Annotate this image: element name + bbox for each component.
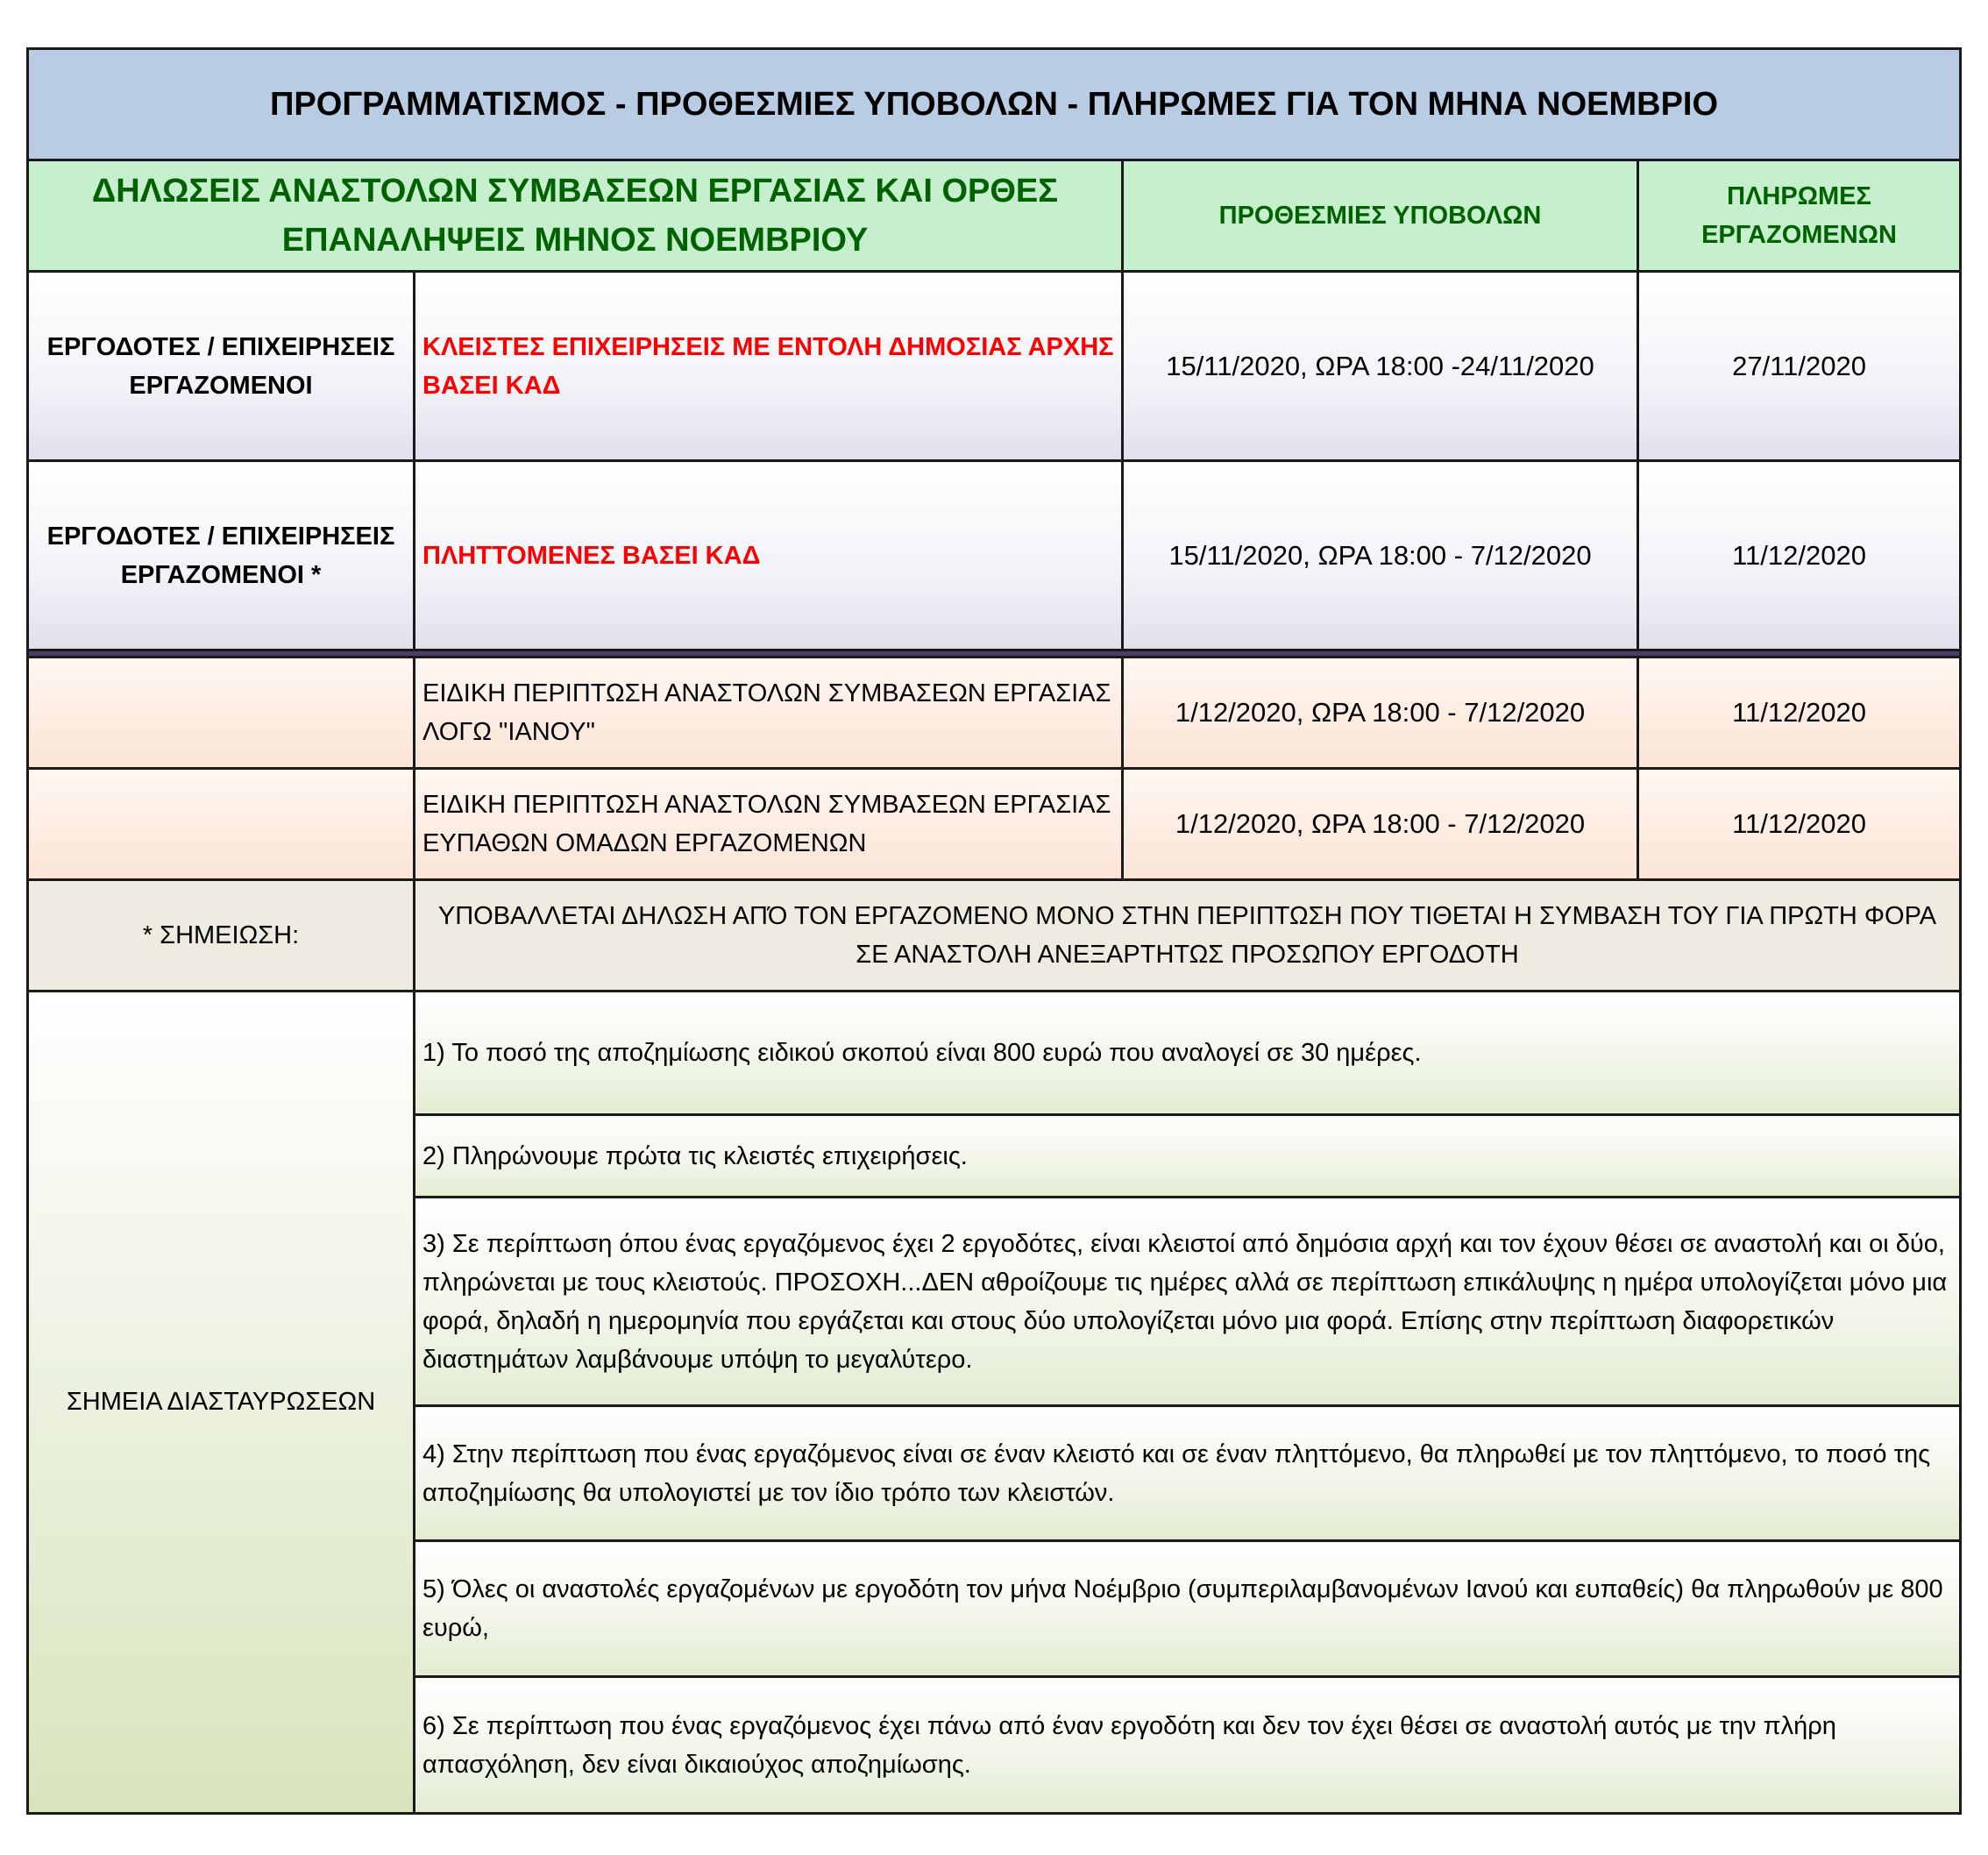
crosscheck-point: 6) Σε περίπτωση που ένας εργαζόμενος έχει πάνω από έναν εργοδότη και δεν τον έχει θέσει σε αναστολή αυτός με την πλήρη απασχόληση, δεν είναι δικαιούχος αποζημίωσης. [415,1677,1961,1814]
crosscheck-point: 3) Σε περίπτωση όπου ένας εργαζόμενος έχει 2 εργοδότες, είναι κλειστοί από δημόσια αρχή και τον έχουν θέσει σε αναστολή και οι δύο, πληρώνεται με τους κλειστούς. ΠΡΟΣΟΧΗ...ΔΕΝ αθροίζουμε τις ημέρες αλλά σε περίπτωση επικάλυψης η ημέρα υπολογίζεται μόνο μια φορά, δηλαδή η ημερομηνία που εργάζεται και στους δύο υπολογίζεται μόνο μια φορά. Επίσης στην περίπτωση διαφορετικών διαστημάτων λαμβάνουμε υπόψη το μεγαλύτερο. [415,1198,1961,1406]
special-deadline: 1/12/2020, ΩΡΑ 18:00 - 7/12/2020 [1123,657,1638,769]
row-deadline: 15/11/2020, ΩΡΑ 18:00 -24/11/2020 [1123,272,1638,461]
crosscheck-point: 5) Όλες οι αναστολές εργαζομένων με εργοδότη τον μήνα Νοέμβριο (συμπεριλαμβανομένων Ιανού και ευπαθείς) θα πληρωθούν με 800 ευρώ, [415,1541,1961,1677]
note-text: ΥΠΟΒΑΛΛΕΤΑΙ ΔΗΛΩΣΗ ΑΠΌ ΤΟΝ ΕΡΓΑΖΟΜΕΝΟ ΜΟΝΟ ΣΤΗΝ ΠΕΡΙΠΤΩΣΗ ΠΟΥ ΤΙΘΕΤΑΙ Η ΣΥΜΒΑΣΗ ΤΟΥ ΓΙΑ ΠΡΩΤΗ ΦΟΡΑ ΣΕ ΑΝΑΣΤΟΛΗ ΑΝΕΞΑΡΤΗΤΩΣ ΠΡΟΣΩΠΟΥ ΕΡΓΟΔΟΤΗ [415,880,1961,991]
note-label: * ΣΗΜΕΙΩΣΗ: [28,880,415,991]
header-deadlines: ΠΡΟΘΕΣΜΙΕΣ ΥΠΟΒΟΛΩΝ [1123,160,1638,272]
table-row [28,272,1961,461]
row-category: ΚΛΕΙΣΤΕΣ ΕΠΙΧΕΙΡΗΣΕΙΣ ΜΕ ΕΝΤΟΛΗ ΔΗΜΟΣΙΑΣ ΑΡΧΗΣ ΒΑΣΕΙ ΚΑΔ [415,272,1123,461]
special-row [28,657,1961,769]
crosscheck-row [28,991,1961,1115]
header-row [28,160,1961,272]
special-payment: 11/12/2020 [1638,769,1961,880]
special-row [28,769,1961,880]
title-row [28,49,1961,160]
schedule-table [26,47,1962,1815]
crosscheck-label: ΣΗΜΕΙΑ ΔΙΑΣΤΑΥΡΩΣΕΩΝ [28,991,415,1814]
row-who: ΕΡΓΟΔΟΤΕΣ / ΕΠΙΧΕΙΡΗΣΕΙΣ ΕΡΓΑΖΟΜΕΝΟΙ * [28,461,415,650]
crosscheck-point: 4) Στην περίπτωση που ένας εργαζόμενος είναι σε έναν κλειστό και σε έναν πληττόμενο, θα πληρωθεί με τον πληττόμενο, το ποσό της αποζημίωσης θα υπολογιστεί με τον ίδιο τρόπο των κλειστών. [415,1406,1961,1541]
row-category: ΠΛΗΤΤΟΜΕΝΕΣ ΒΑΣΕΙ ΚΑΔ [415,461,1123,650]
note-row [28,880,1961,991]
table-row [28,461,1961,650]
special-payment: 11/12/2020 [1638,657,1961,769]
special-category: ΕΙΔΙΚΗ ΠΕΡΙΠΤΩΣΗ ΑΝΑΣΤΟΛΩΝ ΣΥΜΒΑΣΕΩΝ ΕΡΓΑΣΙΑΣ ΛΟΓΩ "ΙΑΝΟΥ" [415,657,1123,769]
row-payment: 11/12/2020 [1638,461,1961,650]
row-separator [28,650,1961,657]
special-empty-cell [28,657,415,769]
row-deadline: 15/11/2020, ΩΡΑ 18:00 - 7/12/2020 [1123,461,1638,650]
special-category: ΕΙΔΙΚΗ ΠΕΡΙΠΤΩΣΗ ΑΝΑΣΤΟΛΩΝ ΣΥΜΒΑΣΕΩΝ ΕΡΓΑΣΙΑΣ ΕΥΠΑΘΩΝ ΟΜΑΔΩΝ ΕΡΓΑΖΟΜΕΝΩΝ [415,769,1123,880]
header-payments: ΠΛΗΡΩΜΕΣ ΕΡΓΑΖΟΜΕΝΩΝ [1638,160,1961,272]
row-payment: 27/11/2020 [1638,272,1961,461]
row-who: ΕΡΓΟΔΟΤΕΣ / ΕΠΙΧΕΙΡΗΣΕΙΣ ΕΡΓΑΖΟΜΕΝΟΙ [28,272,415,461]
separator-bar [28,650,1961,657]
schedule-sheet [26,47,1959,1815]
crosscheck-point: 2) Πληρώνουμε πρώτα τις κλειστές επιχειρήσεις. [415,1115,1961,1198]
header-declarations: ΔΗΛΩΣΕΙΣ ΑΝΑΣΤΟΛΩΝ ΣΥΜΒΑΣΕΩΝ ΕΡΓΑΣΙΑΣ ΚΑΙ ΟΡΘΕΣ ΕΠΑΝΑΛΗΨΕΙΣ ΜΗΝΟΣ ΝΟΕΜΒΡΙΟΥ [28,160,1123,272]
crosscheck-point: 1) Το ποσό της αποζημίωσης ειδικού σκοπού είναι 800 ευρώ που αναλογεί σε 30 ημέρες. [415,991,1961,1115]
special-empty-cell [28,769,415,880]
page-title: ΠΡΟΓΡΑΜΜΑΤΙΣΜΟΣ - ΠΡΟΘΕΣΜΙΕΣ ΥΠΟΒΟΛΩΝ - ΠΛΗΡΩΜΕΣ ΓΙΑ ΤΟΝ ΜΗΝΑ ΝΟΕΜΒΡΙΟ [28,49,1961,160]
special-deadline: 1/12/2020, ΩΡΑ 18:00 - 7/12/2020 [1123,769,1638,880]
